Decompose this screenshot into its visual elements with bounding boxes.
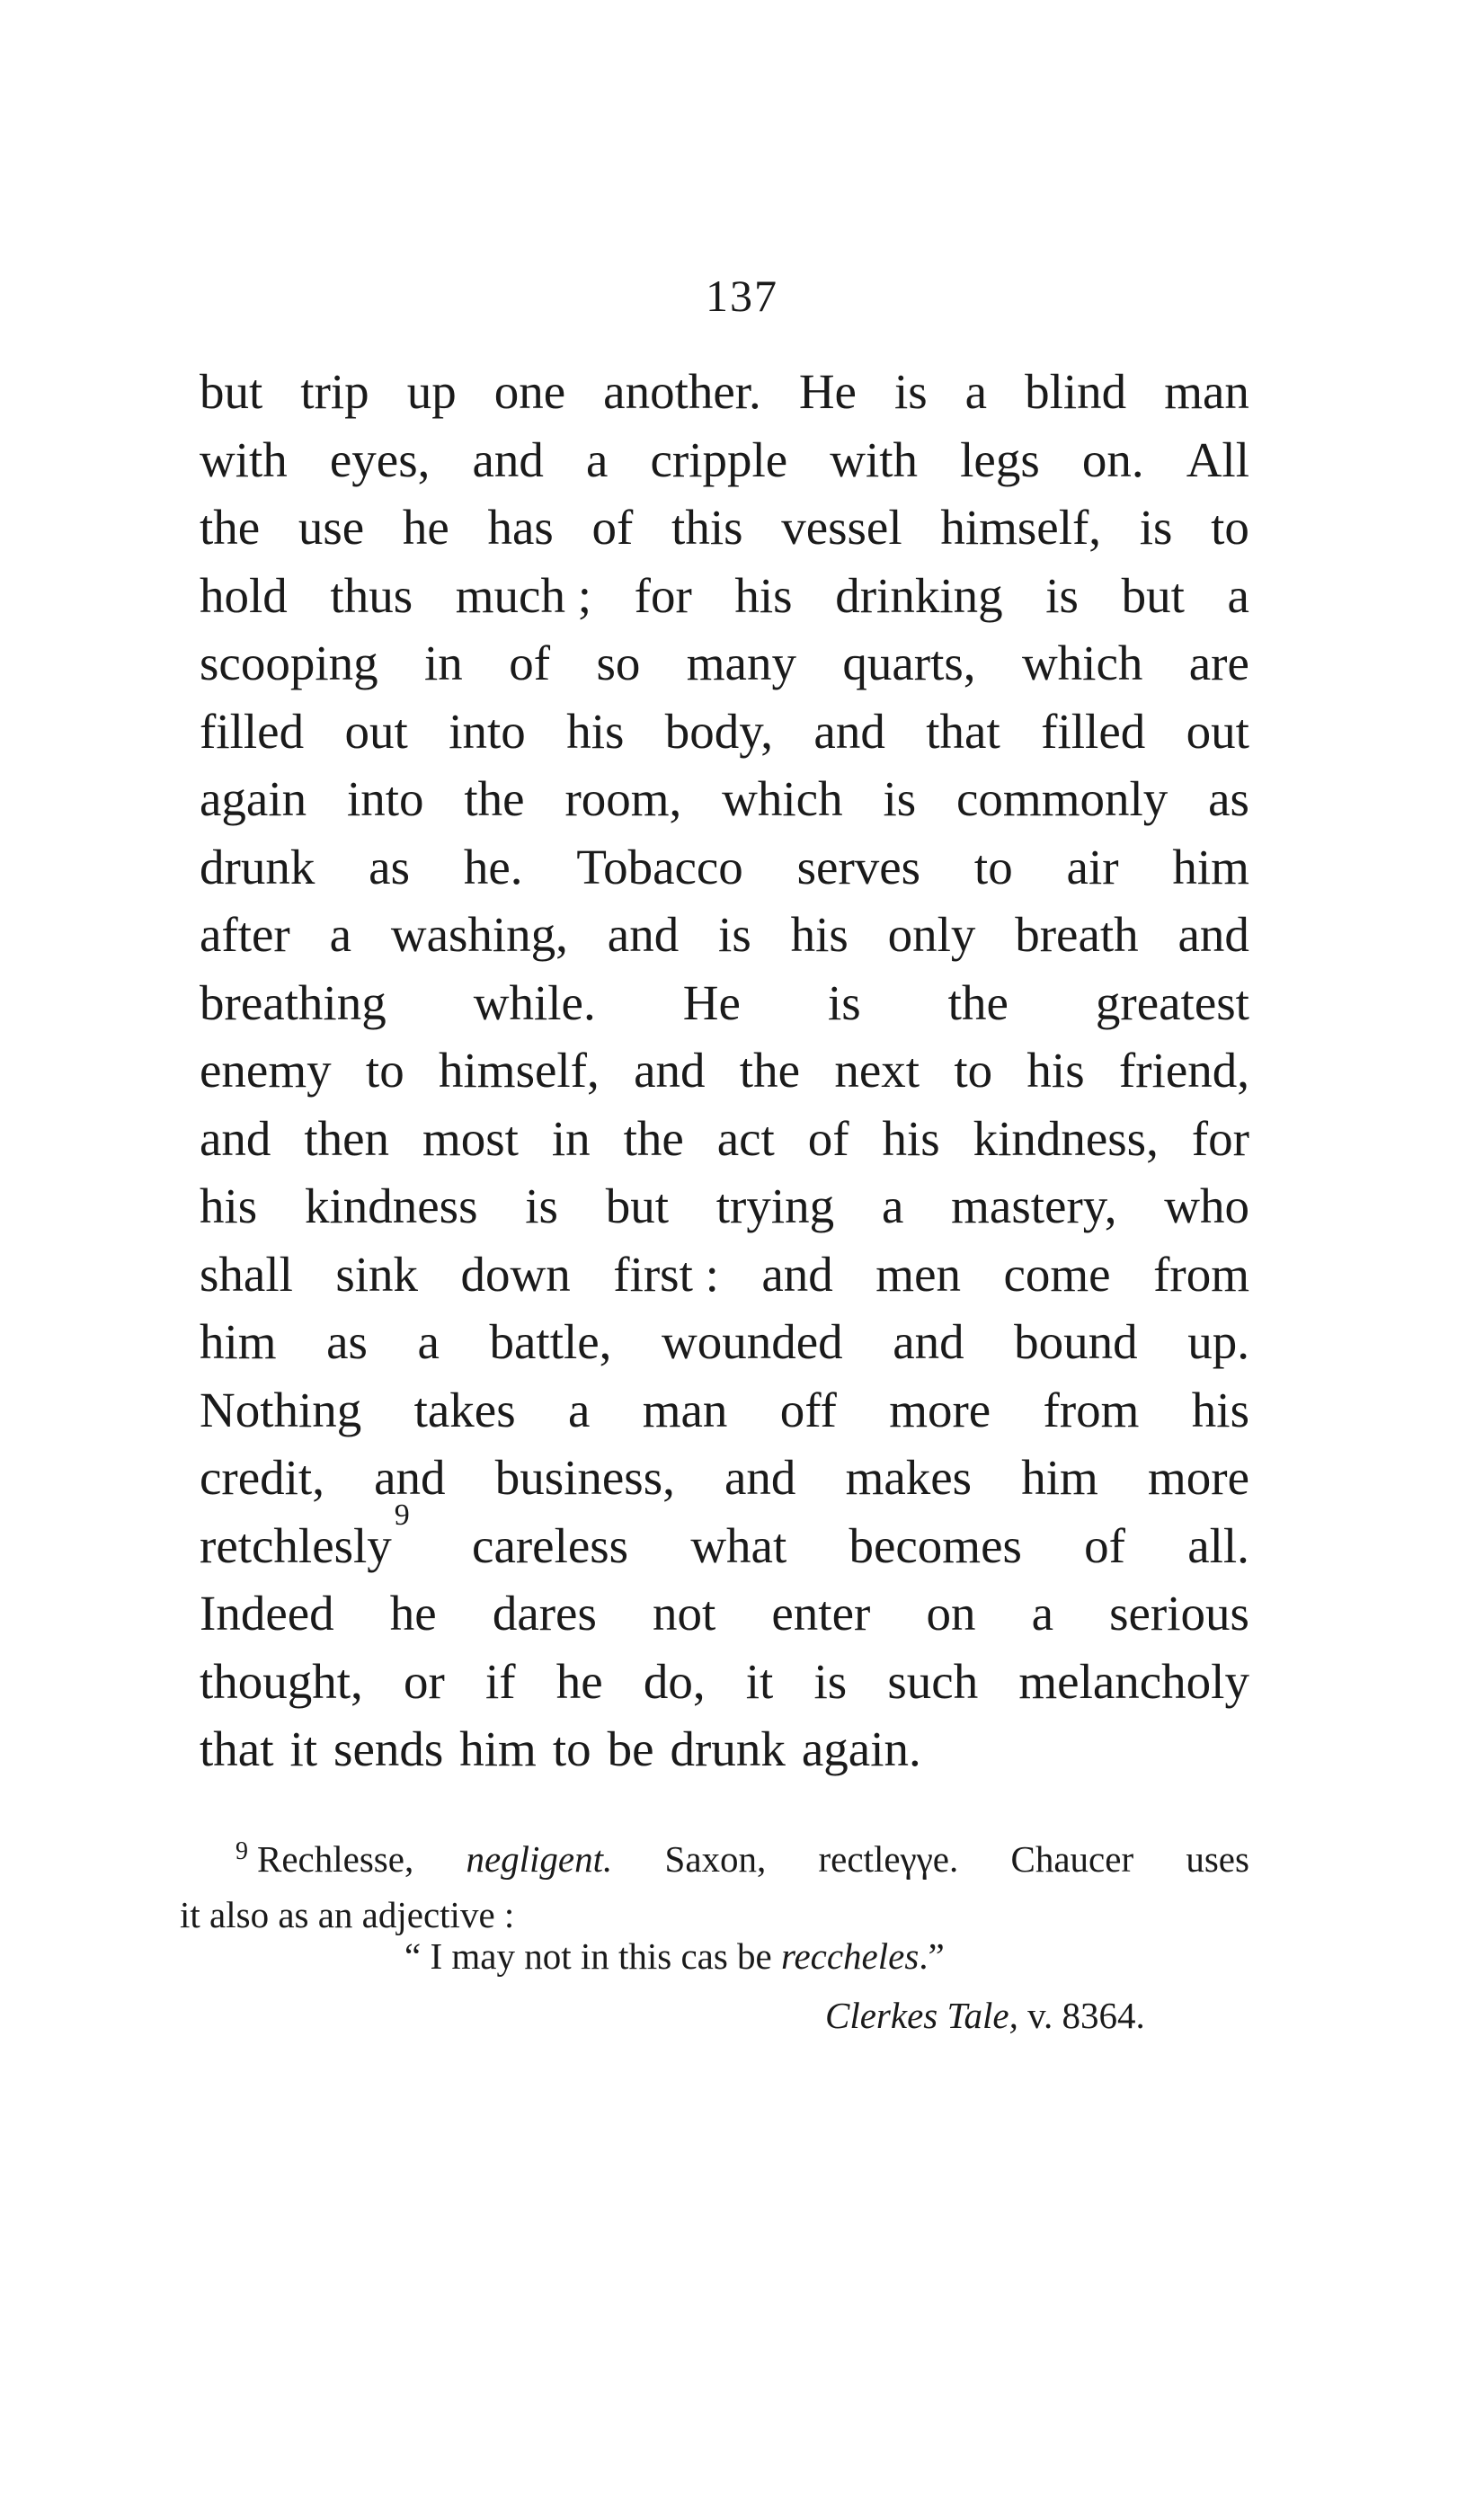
word: sends xyxy=(333,1721,444,1776)
word: on. xyxy=(1081,431,1144,487)
word: washing, xyxy=(390,907,568,962)
text-line xyxy=(200,765,1249,833)
word: enemy xyxy=(200,1043,332,1098)
footnote-word: rectleγγe. xyxy=(818,1838,959,1880)
text-line xyxy=(200,1376,1249,1445)
word: but xyxy=(200,364,263,419)
word: himself, xyxy=(439,1043,600,1098)
word: is xyxy=(718,907,751,962)
word: to xyxy=(365,1043,404,1098)
word: a xyxy=(964,364,988,419)
word: to xyxy=(954,1043,993,1098)
word: of xyxy=(509,636,551,690)
word: commonly xyxy=(956,771,1169,826)
word: it xyxy=(745,1653,774,1709)
word: filled xyxy=(1041,703,1146,759)
word: and xyxy=(607,907,680,962)
word: into xyxy=(449,703,526,759)
word: from xyxy=(1153,1246,1249,1302)
word: a xyxy=(329,907,352,962)
word: so xyxy=(596,636,641,690)
word: himself, xyxy=(940,500,1102,555)
word: and xyxy=(724,1450,796,1505)
word: sink xyxy=(335,1246,419,1302)
word: All xyxy=(1186,431,1249,487)
footnote-word: Chaucer xyxy=(1010,1838,1134,1880)
word: him xyxy=(1021,1450,1098,1505)
text-line xyxy=(200,901,1249,969)
word: with xyxy=(830,431,919,487)
word: do, xyxy=(643,1653,706,1709)
word: man xyxy=(642,1382,728,1437)
footnote-word: negligent. xyxy=(466,1838,613,1880)
word: him xyxy=(1172,839,1249,894)
word: more xyxy=(1147,1450,1249,1505)
word: out xyxy=(344,703,408,759)
word: has xyxy=(487,500,554,555)
footnote-marker: 9 xyxy=(235,1837,248,1865)
word: man xyxy=(1164,364,1249,419)
text-line xyxy=(200,494,1249,562)
word: battle, xyxy=(489,1314,612,1369)
word: He xyxy=(682,974,741,1030)
word: up. xyxy=(1187,1314,1249,1369)
word: shall xyxy=(200,1246,293,1302)
word: his xyxy=(790,907,849,962)
word: makes xyxy=(845,1450,973,1505)
page-number: 137 xyxy=(706,271,778,321)
word: and xyxy=(472,431,544,487)
text-line xyxy=(200,629,1249,698)
word: next xyxy=(834,1043,920,1098)
word: takes xyxy=(413,1382,516,1437)
text-line xyxy=(200,1172,1249,1241)
word: quarts, xyxy=(842,636,976,690)
word: is xyxy=(525,1178,558,1233)
word: it xyxy=(289,1721,318,1776)
word: be xyxy=(607,1721,654,1776)
word: for xyxy=(1191,1110,1249,1166)
text-line xyxy=(200,1648,1249,1716)
word: such xyxy=(887,1653,979,1709)
word: that xyxy=(926,703,1000,759)
word: a xyxy=(417,1314,440,1369)
word: of xyxy=(591,500,634,555)
word: into xyxy=(346,771,424,826)
word: as xyxy=(1208,771,1249,826)
word: trip xyxy=(300,364,369,419)
word: most xyxy=(422,1110,519,1166)
word: this xyxy=(671,500,743,555)
word: legs xyxy=(960,431,1040,487)
word: as xyxy=(326,1314,368,1369)
text-line xyxy=(200,969,1249,1037)
word: the xyxy=(947,974,1009,1030)
word: a xyxy=(1227,567,1249,623)
word: is xyxy=(1045,567,1079,623)
word: enter xyxy=(771,1586,871,1641)
word: of xyxy=(807,1110,849,1166)
word: to xyxy=(1211,500,1249,555)
word: for xyxy=(634,567,692,623)
text-line xyxy=(200,1105,1249,1173)
word: the xyxy=(200,500,261,555)
footnote-text: it also as an adjective : xyxy=(180,1894,515,1935)
word: Tobacco xyxy=(576,839,743,894)
word: a xyxy=(881,1178,904,1233)
word: drunk xyxy=(200,839,315,894)
footnote-quote xyxy=(404,1934,945,1978)
word: serves xyxy=(796,839,921,894)
word: becomes xyxy=(849,1517,1022,1573)
word: up xyxy=(406,364,457,419)
word: Indeed xyxy=(200,1586,334,1641)
word: is xyxy=(883,771,917,826)
word: him xyxy=(200,1314,277,1369)
word: is xyxy=(893,364,928,419)
word: who xyxy=(1164,1178,1249,1233)
word: thought, xyxy=(200,1653,363,1709)
text-line xyxy=(200,1036,1249,1105)
word: another. xyxy=(603,364,761,419)
word: breath xyxy=(1015,907,1139,962)
word: thus xyxy=(330,567,413,623)
word: out xyxy=(1186,703,1249,759)
word: not xyxy=(652,1586,716,1641)
word: down xyxy=(460,1246,571,1302)
word: the xyxy=(739,1043,800,1098)
quote-open: “ I may not in this cas be xyxy=(404,1935,782,1977)
word: are xyxy=(1188,636,1249,690)
word: greatest xyxy=(1095,974,1249,1030)
word: retchlesly$^9$ xyxy=(200,1499,410,1573)
word: much ; xyxy=(455,567,591,623)
word: from xyxy=(1043,1382,1140,1437)
word: filled xyxy=(200,703,305,759)
word: that xyxy=(200,1721,274,1776)
word: credit, xyxy=(200,1450,324,1505)
word: drinking xyxy=(835,567,1003,623)
word: wounded xyxy=(661,1314,843,1369)
word: what xyxy=(690,1517,787,1573)
text-line xyxy=(200,426,1249,494)
word: serious xyxy=(1109,1586,1249,1641)
word: of xyxy=(1084,1517,1125,1573)
word: dares xyxy=(492,1586,597,1641)
word: is xyxy=(1139,500,1173,555)
quote-close: .” xyxy=(919,1935,945,1977)
word: his xyxy=(1026,1043,1085,1098)
word: he xyxy=(389,1586,437,1641)
word: act xyxy=(716,1110,775,1166)
word: with xyxy=(200,431,288,487)
word: a xyxy=(567,1382,591,1437)
word: careless xyxy=(472,1517,629,1573)
body-paragraph xyxy=(200,358,1249,1783)
word: he. xyxy=(463,839,523,894)
word: which xyxy=(1021,636,1143,690)
footnote xyxy=(180,1834,1249,1940)
text-line xyxy=(200,1715,1249,1783)
footnote-line xyxy=(180,1834,1249,1890)
word: men xyxy=(875,1246,961,1302)
word: all. xyxy=(1187,1517,1249,1573)
word: to xyxy=(973,839,1013,894)
word: the xyxy=(623,1110,684,1166)
word: if xyxy=(484,1653,516,1709)
footnote-word: Saxon, xyxy=(664,1838,767,1880)
word: kindness xyxy=(304,1178,478,1233)
word: but xyxy=(1121,567,1185,623)
word: kindness, xyxy=(973,1110,1159,1166)
word: as xyxy=(369,839,410,894)
word: his xyxy=(200,1178,258,1233)
word: hold xyxy=(200,567,288,623)
word: then xyxy=(304,1110,390,1166)
text-line xyxy=(200,1241,1249,1309)
word: a xyxy=(1031,1586,1053,1641)
word: his xyxy=(566,703,625,759)
word: his xyxy=(1191,1382,1249,1437)
word: Nothing xyxy=(200,1382,362,1437)
footnote-reference: 9 xyxy=(394,1499,410,1533)
word: vessel xyxy=(781,500,902,555)
word: friend, xyxy=(1118,1043,1249,1098)
word: to xyxy=(552,1721,591,1776)
footnote-citation xyxy=(825,1994,1145,2037)
word: trying xyxy=(715,1178,835,1233)
text-line xyxy=(200,1499,1249,1580)
word: and xyxy=(761,1246,833,1302)
word: air xyxy=(1066,839,1119,894)
word: on xyxy=(926,1586,976,1641)
word: and xyxy=(634,1043,706,1098)
footnote-line xyxy=(180,1890,1249,1940)
word: and xyxy=(200,1110,271,1166)
word: his xyxy=(734,567,793,623)
word: melancholy xyxy=(1018,1653,1249,1709)
word: while. xyxy=(473,974,596,1030)
word: use xyxy=(298,500,365,555)
word: again. xyxy=(801,1721,921,1776)
text-line xyxy=(200,562,1249,630)
word: body, xyxy=(664,703,773,759)
text-line xyxy=(200,698,1249,766)
word: a xyxy=(585,431,609,487)
word: he xyxy=(555,1653,603,1709)
word: scooping xyxy=(200,636,378,690)
word: his xyxy=(882,1110,940,1166)
text-line xyxy=(200,358,1249,426)
word: and xyxy=(893,1314,964,1369)
text-line xyxy=(200,1444,1249,1512)
word: is xyxy=(827,974,861,1030)
word: again xyxy=(200,771,307,826)
text-line xyxy=(200,833,1249,902)
citation-verse: v. 8364. xyxy=(1017,1995,1145,2036)
word: or xyxy=(403,1653,445,1709)
word: drunk xyxy=(670,1721,786,1776)
word: him xyxy=(459,1721,537,1776)
word: which xyxy=(722,771,843,826)
footnote-word: uses xyxy=(1186,1838,1249,1880)
word: he xyxy=(402,500,449,555)
word: mastery, xyxy=(951,1178,1117,1233)
word: off xyxy=(779,1382,837,1437)
word: first : xyxy=(613,1246,719,1302)
footnote-word: Rechlesse, xyxy=(257,1838,414,1880)
word: one xyxy=(493,364,566,419)
word: and xyxy=(813,703,885,759)
word: is xyxy=(813,1653,848,1709)
word: He xyxy=(798,364,857,419)
word: bound xyxy=(1014,1314,1138,1369)
word: many xyxy=(686,636,796,690)
word: the xyxy=(464,771,525,826)
word: business, xyxy=(494,1450,675,1505)
citation-title: Clerkes Tale, xyxy=(825,1995,1018,2036)
word: after xyxy=(200,907,290,962)
word: room, xyxy=(564,771,682,826)
word: cripple xyxy=(650,431,788,487)
word: in xyxy=(424,636,463,690)
text-line xyxy=(200,1308,1249,1376)
word: breathing xyxy=(200,974,387,1030)
word: in xyxy=(551,1110,591,1166)
footnote-lead xyxy=(235,1834,413,1890)
text-line xyxy=(200,1579,1249,1648)
word: eyes, xyxy=(329,431,431,487)
word: and xyxy=(1177,907,1249,962)
word: more xyxy=(889,1382,991,1437)
quote-italic: reccheles xyxy=(781,1935,920,1977)
word: blind xyxy=(1025,364,1127,419)
word: and xyxy=(374,1450,446,1505)
word: come xyxy=(1003,1246,1111,1302)
word: but xyxy=(605,1178,669,1233)
word: only xyxy=(887,907,976,962)
